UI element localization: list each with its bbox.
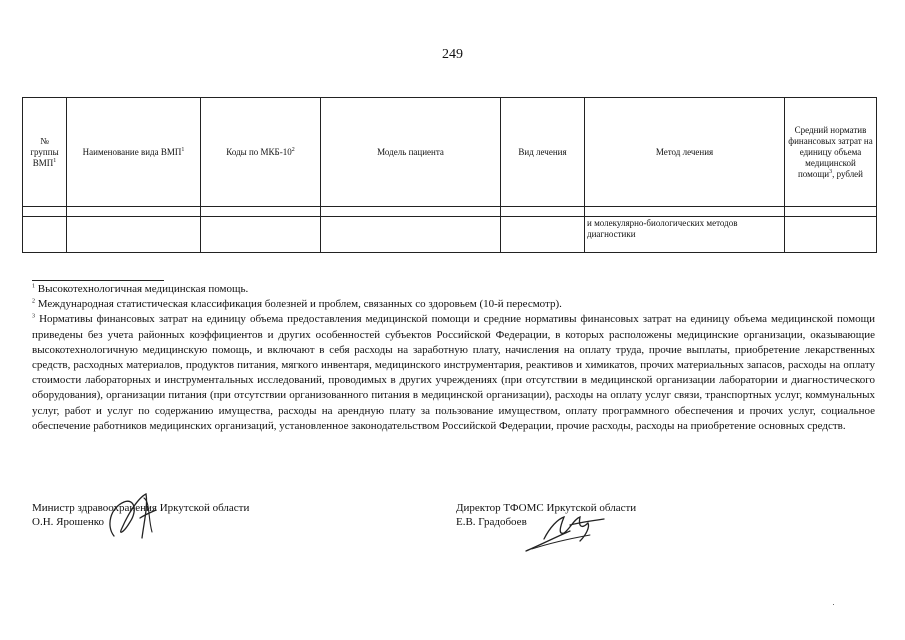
signatory-name: Е.В. Градобоев [456,516,527,528]
footnote-divider [32,280,164,281]
footnotes [32,282,875,434]
scan-speck [833,604,834,605]
header-cost-norm: Средний норматив финансовых затрат на единицу объема медицинской помощи$^3$, рублей [785,98,877,207]
table-header-row [23,98,877,207]
header-treatment-type: Вид лечения [501,98,585,207]
vmp-table [22,97,877,253]
header-treatment-method: Метод лечения [585,98,785,207]
header-vmp-name: Наименование вида ВМП$^1$ [67,98,201,207]
signature-block-minister [32,501,249,529]
signatory-position: Директор ТФОМС Иркутской области [456,502,637,514]
table-spacer-row [23,207,877,217]
page-number: 249 [442,47,463,62]
signatory-position: Министр здравоохранения Иркутской области [32,502,250,514]
signature-block-director [456,501,636,529]
header-group-no: № группы ВМП$^1$ [23,98,67,207]
footnote-2: $^2$ Международная статистическая классификация болезней и проблем, связанных со здоровьем (10-й пересмотр). [32,298,562,311]
table-row [23,217,877,253]
signatory-name: О.Н. Ярошенко [32,516,104,528]
footnote-1: $^1$ Высокотехнологичная медицинская помощь. [32,283,249,295]
cell-treatment-method: и молекулярно-биологических методов диагностики [585,217,785,253]
header-icd-codes: Коды по МКБ-$10^2$ [201,98,321,207]
footnote-3: $^3$ Нормативы финансовых затрат на единицу объема предоставления медицинской помощи и средние нормативы финансовых затрат на единицу объема медицинской помощи приведены без учета районных коэффициентов и других особенностей субъектов Российской Федерации, в которых расположены медицинские организации, оказывающие высокотехнологичную медицинскую помощь, и включают в себя расходы на заработную плату, начисления на оплату труда, прочие выплаты, приобретение лекарственных средств, расходных материалов, продуктов питания, мягкого инвентаря, медицинского инструментария, реактивов и химикатов, прочих материальных запасов, расходы на оплату стоимости лабораторных и инструментальных исследований, проводимых в других учреждениях (при отсутствии в медицинской организации лаборатории и диагностического оборудования), организации питания (при отсутствии организованного питания в медицинской организации), расходы на оплату услуг связи, транспортных услуг, коммунальных услуг, работ и услуг по содержанию имущества, расходы на арендную плату за пользование имуществом, оплату программного обеспечения и прочих услуг, социальное обеспечение работников медицинских организаций, установленное законодательством Российской Федерации, прочие расходы, расходы на приобретение основных средств. [32,313,876,432]
header-patient-model: Модель пациента [321,98,501,207]
